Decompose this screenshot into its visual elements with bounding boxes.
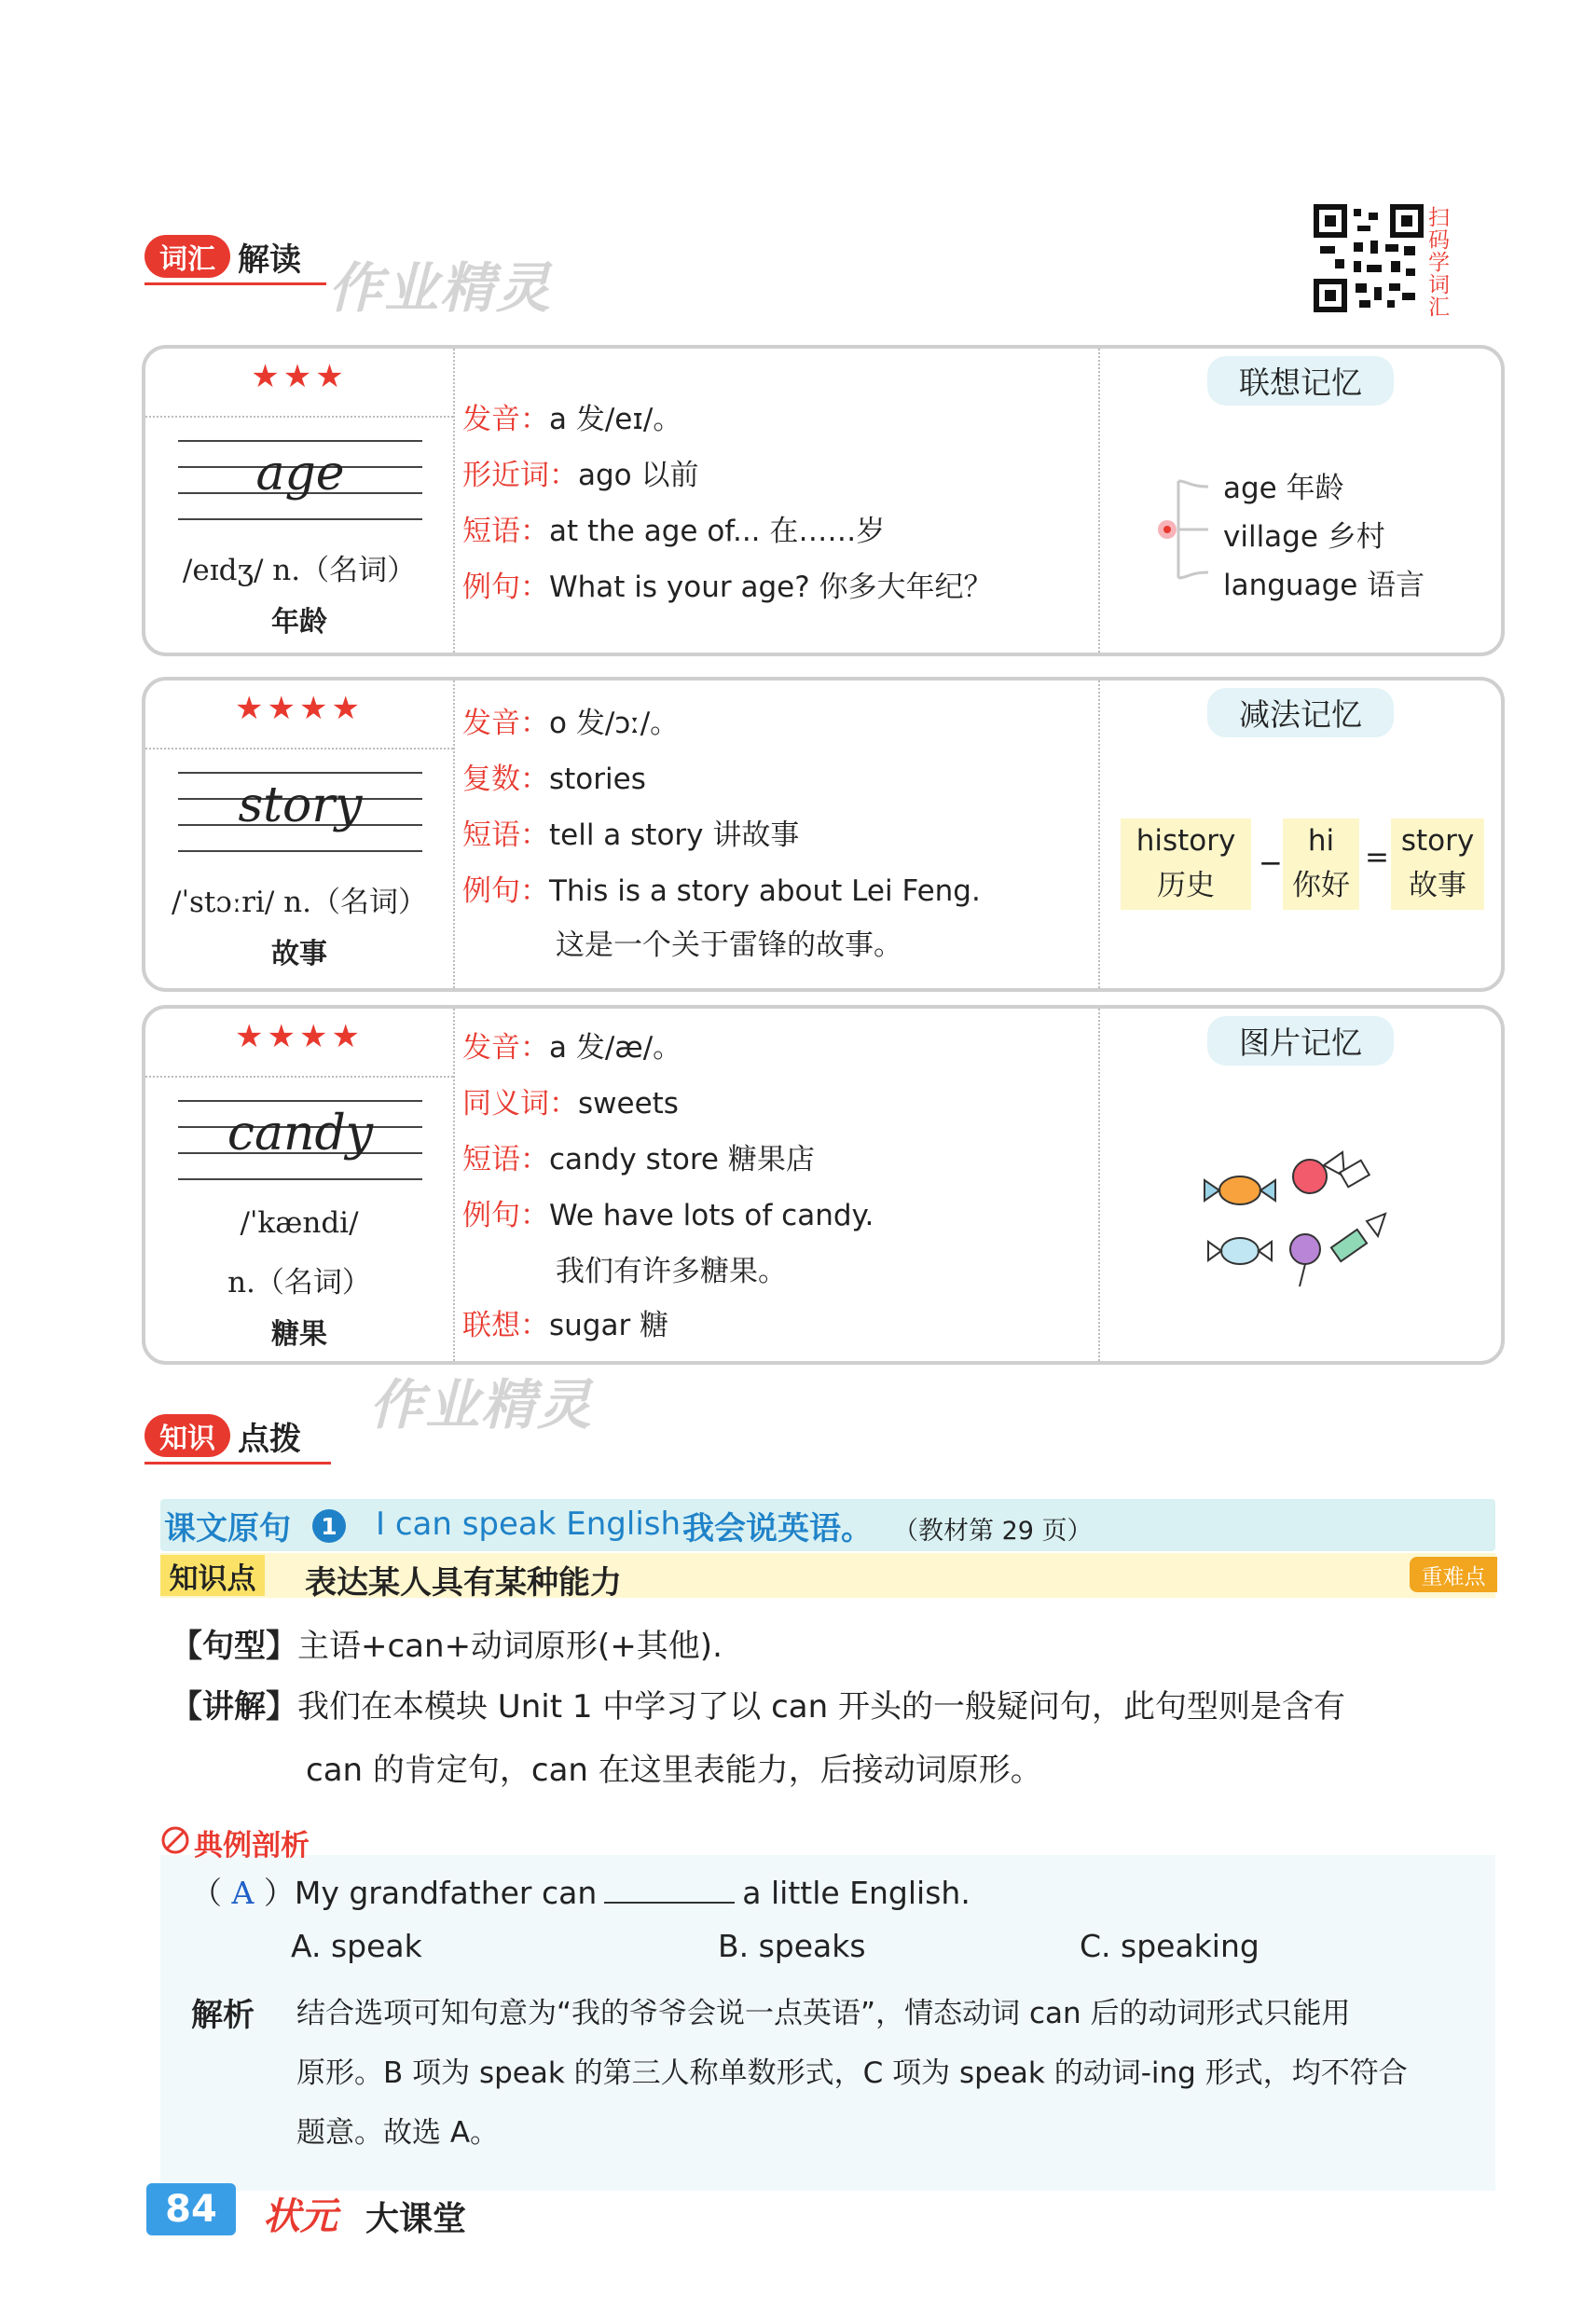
memory-title: 联想记忆 [1207,356,1394,406]
info-row: 形近词：ago 以前 [462,459,699,492]
info-row: 联想：sugar 糖 [462,1309,669,1342]
knowledge-section-title [145,1412,301,1459]
difficulty-stars: ★★★★ [235,1018,364,1055]
forbidden-circle-icon [160,1825,190,1855]
info-row: 短语：tell a story 讲故事 [462,818,800,852]
key-point-badge: 重难点 [1410,1557,1497,1592]
phonetic: /ˈstɔːri/ n.（名词） [172,886,427,919]
vocab-word: age [255,446,345,502]
example-label: 典例剖析 [194,1829,310,1863]
pattern-line: 【句型】主语+can+动词原形(+其他). [171,1628,723,1665]
knowledge-point-text: 表达某人具有某种能力 [305,1564,622,1602]
vocab-card-story [142,677,1505,992]
subtraction-box: history 历史 [1121,818,1251,910]
explain-line-2: can 的肯定句，can 在这里表能力，后接动词原形。 [306,1752,1042,1789]
phonetic: /eɪdʒ/ n.（名词） [182,554,417,587]
info-row-translation: 这是一个关于雷锋的故事。 [556,928,902,962]
brand-name: 大课堂 [365,2200,467,2238]
info-row-translation: 我们有许多糖果。 [556,1255,787,1288]
qr-code-icon [1313,203,1425,313]
subtraction-box: story 故事 [1391,818,1484,910]
explain-line: 【讲解】我们在本模块 Unit 1 中学习了以 can 开头的一般疑问句，此句型则是含有 [171,1688,1345,1726]
sentence-english: I can speak English. [376,1506,691,1543]
word-column [145,1009,455,1361]
memory-column [1098,1009,1501,1361]
memory-column [1098,681,1501,988]
qr-code[interactable] [1313,203,1425,313]
option-a: A. speak [291,1928,422,1964]
word-meaning: 故事 [271,938,327,970]
info-row: 短语：at the age of... 在……岁 [462,515,886,548]
vocab-word: story [238,777,363,833]
watermark: 作业精灵 [369,1373,594,1437]
sentence-number-badge: 1 [312,1509,346,1543]
sentence-source: （教材第 29 页） [893,1517,1093,1546]
analysis-label: 解析 [191,1997,255,2034]
section-title-highlight: 词汇 [145,235,230,278]
info-row: 同义词：sweets [462,1087,679,1121]
word-column [145,681,455,988]
question-line: （ A ）My grandfather can a little English. [191,1875,970,1911]
section-title-rest: 解读 [238,241,301,279]
info-row: 发音：o 发/ɔː/。 [462,707,680,740]
mind-item: village 乡村 [1223,520,1385,554]
sentence-chinese: 我会说英语。 [682,1510,873,1547]
word-meaning: 糖果 [271,1318,327,1351]
watermark: 作业精灵 [328,256,553,320]
mind-item: language 语言 [1223,569,1425,602]
memory-title: 减法记忆 [1207,688,1394,737]
brand-logo: 状元 [263,2195,337,2238]
vocab-card-age [142,345,1505,656]
info-row: 短语：candy store 糖果店 [462,1143,815,1176]
word-column [145,349,455,653]
subtraction-box: hi 你好 [1283,818,1359,910]
option-c: C. speaking [1080,1928,1260,1964]
answer-blank [604,1879,735,1904]
analysis-line: 题意。故选 A。 [296,2116,500,2150]
section-title-rest: 点拨 [238,1420,301,1458]
analysis-line: 原形。B 项为 speak 的第三人称单数形式，C 项为 speak 的动词-ing 形式，均不符合 [296,2056,1408,2090]
vocab-word: candy [227,1106,374,1162]
memory-title: 图片记忆 [1207,1016,1394,1066]
section-title-highlight: 知识 [145,1414,230,1457]
sentence-label: 课文原句 [164,1510,291,1547]
vocab-card-candy [142,1005,1505,1365]
info-row: 发音：a 发/eɪ/。 [462,403,682,436]
analysis-line: 结合选项可知句意为“我的爷爷会说一点英语”，情态动词 can 后的动词形式只能用 [296,1997,1351,2030]
info-row: 例句：This is a story about Lei Feng. [462,874,981,908]
mind-item: age 年龄 [1223,472,1344,505]
option-b: B. speaks [718,1928,866,1964]
qr-caption: 扫码学词汇 [1428,206,1450,320]
info-row: 例句：We have lots of candy. [462,1199,874,1232]
difficulty-stars: ★★★★ [235,690,364,727]
word-meaning: 年龄 [271,606,327,639]
info-row: 例句：What is your age? 你多大年纪？ [462,571,993,604]
part-of-speech: n.（名词） [227,1266,371,1300]
info-row: 复数：stories [462,763,646,796]
difficulty-stars: ★★★ [251,358,348,395]
answer-letter: A [231,1875,255,1911]
memory-column [1098,349,1501,653]
minus-sign: − [1259,846,1283,880]
page-number: 84 [146,2183,236,2235]
flower-branch-icon [1156,459,1212,598]
phonetic: /ˈkændi/ [240,1206,359,1240]
knowledge-point-label: 知识点 [160,1555,265,1596]
info-row: 发音：a 发/æ/。 [462,1031,682,1065]
vocab-section-title [145,233,301,280]
equal-sign: = [1365,841,1389,874]
candy-illustration-icon [1193,1148,1398,1288]
